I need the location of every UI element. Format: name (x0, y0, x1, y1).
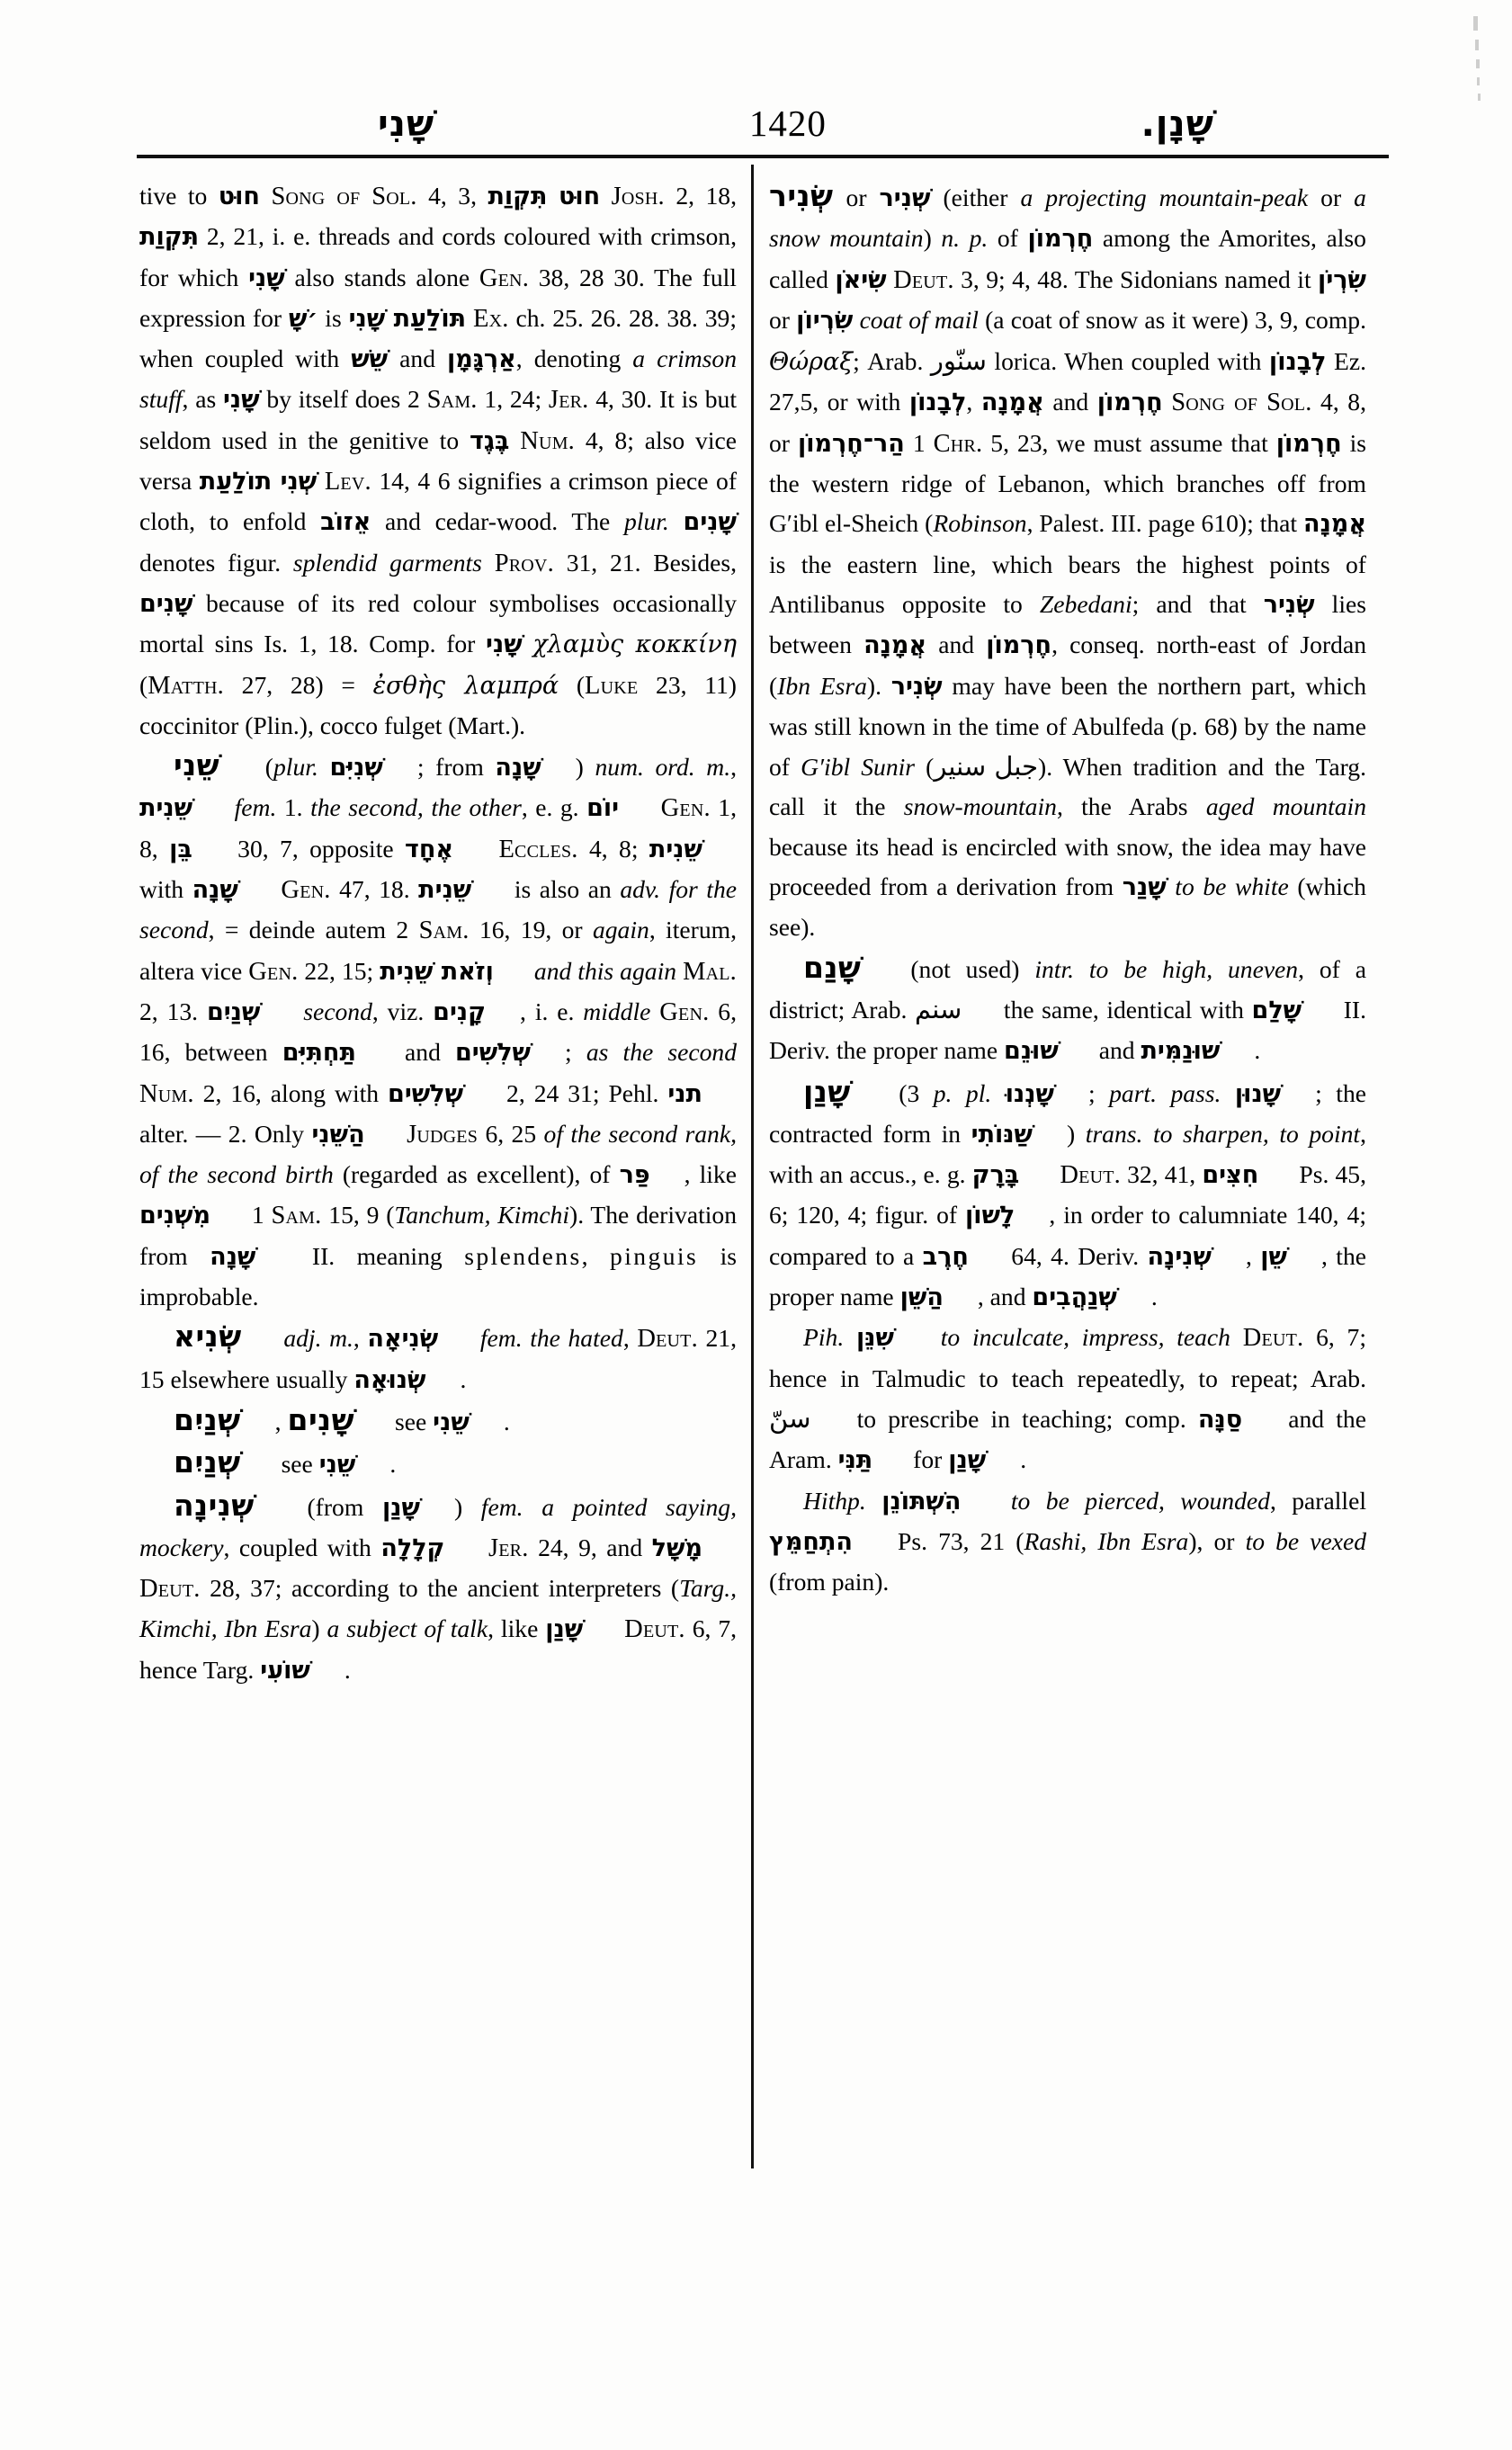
entry-shanan-hithpael: Hithp. הִשְׁתּוֹנֵן to be pierced, wounded, parallel הִתְחַמֵּץ Ps. 73, 21 (Rashi, Ibn Esra), or to be vexed (from pain). (769, 1481, 1366, 1603)
arabic-word: سنّ (769, 1402, 811, 1434)
hebrew-word: תִּקְוַת (488, 183, 548, 210)
arabic-word: جبل سنير (934, 751, 1039, 782)
hebrew-word: תּוֹלַעַת שָׁנִי (348, 304, 467, 333)
page-number: 1420 (748, 103, 827, 144)
hebrew-word: שֵׁנִית (418, 876, 472, 905)
hebrew-word: חֶרְמוֹן (1027, 225, 1094, 254)
hebrew-word: מִשְׁנִים (139, 1202, 210, 1230)
hebrew-word: בָּרָק (971, 1161, 1020, 1190)
entry-sheni-numeral: שֵׁנִי (plur. שְׁנִיִּם ; from שָׁנָה ) num. ord. m., שֵׁנִית fem. 1. the second, the other, e. g. יוֹם Gen. 1, 8, בֵּן 30, 7, opposite אֶחָד Eccles. 4, 8; שֵׁנִית with שָׁנָה Gen. 47, 18. שֵׁנִית is also an adv. for the second, = deinde autem 2 Sam. 16, 19, or again, iterum, altera vice Gen. 22, 15; וְזֹאת שֵׁנִית and this again Mal. 2, 13. שְׁנַיִם second, viz. קָנִים , i. e. middle Gen. 6, 16, between תַּחְתִּיִּם and שְׁלִשִׁים ; as the second Num. 2, 16, along with שְׁלִשִׁים 2, 24 31; Pehl. תני alter. — 2. Only הַשֵּׁנִי Judges 6, 25 of the second rank, of the second birth (regarded as excellent), of פַּר , like מִשְׁנִים 1 Sam. 15, 9 (Tanchum, Kimchi). The derivation from שָׁנָה II. meaning splendens, pinguis is improbable. (139, 747, 738, 1311)
hebrew-word: שָׁנָה (495, 754, 541, 782)
hebrew-word: קְלָלָה (380, 1533, 445, 1562)
hebrew-word: שְׁנִינָה (1147, 1242, 1212, 1271)
hebrew-word: תַּחְתִּיִּם (282, 1039, 356, 1068)
entry-shenina: שְׁנִינָה (from שָׁנַן ) fem. a pointed saying, mockery, coupled with קְלָלָה Jer. 24, 9, and מָשָׁל Deut. 28, 37; according to the ancient interpreters (Targ., Kimchi, Ibn Esra) a subject of talk, like שָׁנַן Deut. 6, 7, hence Targ. שׁוֹעִי . (139, 1486, 737, 1691)
hebrew-word: שְׂנִיאָה (367, 1325, 439, 1354)
hebrew-word: הַשֵּׁן (899, 1283, 944, 1312)
hebrew-word: יוֹם (586, 794, 620, 823)
hebrew-word: שׁוּנַמִּית (1141, 1037, 1221, 1066)
entry-shenayim-see-2: שְׁנַיִם see שֵׁנִי . (139, 1443, 737, 1485)
hebrew-word: תַּנִּי (837, 1446, 873, 1475)
hebrew-word: קָנִים (433, 997, 487, 1026)
hebrew-word: חוּט (558, 183, 601, 210)
arabic-word: سنّور (930, 345, 987, 377)
hebrew-word: חֶרְמוֹן (986, 631, 1052, 660)
entry-lemma: שְׁנַיִם (174, 1401, 241, 1437)
running-head (135, 79, 1394, 145)
hebrew-word: שֵׁשׁ (351, 345, 389, 374)
hebrew-word: אֵזוֹב (320, 508, 371, 537)
greek-word: ἐσθὴς λαμπρά (372, 671, 559, 700)
hebrew-word: שִׂיאֹן (835, 265, 887, 294)
running-head-left-lemma: שָׁנִי (378, 103, 435, 145)
right-column (769, 176, 1366, 1602)
hebrew-word: שָׁנָה (210, 1242, 256, 1271)
hebrew-word: שְׁנִיר (879, 184, 931, 212)
hebrew-word: אֲמָנָה (1303, 510, 1366, 539)
hebrew-word: הַר־חֶרְמוֹן (797, 429, 905, 458)
entry-lemma: שְׂנִיר (769, 178, 834, 213)
hebrew-word: שָׁנַן (545, 1615, 584, 1644)
hebrew-word: חֶרֶב (922, 1242, 969, 1271)
entry-senir: שְׂנִיר or שְׁנִיר (either a projecting mountain-peak or a snow mountain) n. p. of חֶרְמוֹן among the Amorites, also called שִׂיאֹן Deut. 3, 9; 4, 48. The Sidonians named it שִׂרְיֹן or שִׂרְיוֹן coat of mail (a coat of snow as it were) 3, 9, comp. Θώραξ; Arab. سنّور lorica. When coupled with לְבָנוֹן Ez. 27,5, or with לְבָנוֹן, אֲמָנָה and חֶרְמוֹן Song of Sol. 4, 8, or הַר־חֶרְמוֹן 1 Chr. 5, 23, we must assume that חֶרְמוֹן is the western ridge of Lebanon, which branches off from G′ibl el-Sheich (Robinson, Palest. III. page 610); that אֲמָנָה is the eastern line, which bears the highest points of Antilibanus opposite to Zebedani; and that שְׂנִיר lies between אֲמָנָה and חֶרְמוֹן, conseq. north-east of Jordan (Ibn Esra). שְׂנִיר may have been the northern part, which was still known in the time of Abulfeda (p. 68) by the name of G′ibl Sunir (جبل سنير). When tradition and the Targ. call it the snow-mountain, the Arabs aged mountain because its head is encircled with snow, the idea may have proceeded from a derivation from שָׁנַר to be white (which see). (769, 178, 1367, 942)
scan-artifact (1478, 94, 1481, 101)
hebrew-word: הַשֵּׁנִי (311, 1120, 365, 1149)
hebrew-word: פַּר (619, 1161, 650, 1190)
left-column (139, 176, 737, 1691)
hebrew-word: שִׂרְיֹן (1318, 265, 1366, 294)
hebrew-word: אֲמָנָה (980, 389, 1044, 417)
entry-shanam: שָׁנַם (not used) intr. to be high, uneven, of a district; Arab. سنم the same, identical with שָׁלַם II. Deriv. the proper name שׁוּנֵם and שׁוּנַמִּית . (769, 948, 1366, 1072)
hebrew-word: שֵׁנִי (318, 1451, 356, 1480)
entry-lemma: שֵׁנִי (174, 747, 220, 783)
hebrew-word: תִּקְוַת (139, 223, 200, 252)
hebrew-word: חִצִּים (1202, 1161, 1259, 1190)
entry-shenayim-see-1: שְׁנַיִם , שָׁנִים see שֵׁנִי . (139, 1400, 737, 1443)
entry-lemma: שְׂנִיא (174, 1319, 242, 1355)
hebrew-word: שֵׁנִית (139, 794, 193, 823)
hebrew-word: שָׁנִים (139, 589, 193, 618)
hebrew-word: שִׁנֵּן (855, 1324, 894, 1353)
hebrew-word: סַנָּה (1197, 1405, 1243, 1434)
hebrew-word: שְׁלִשִׁים (388, 1079, 464, 1108)
hebrew-word: חוּט (218, 183, 260, 210)
hebrew-word: שְׁלִשִׁים (455, 1039, 532, 1068)
hebrew-word: שַׁנּוֹתִי (971, 1120, 1033, 1149)
hebrew-word: הִשְׁתּוֹנֵן (881, 1487, 962, 1516)
hebrew-word: שָׁנַן (948, 1446, 987, 1475)
hebrew-word: אַרְגָּמָן (447, 345, 516, 374)
hebrew-word: שְׁנִי תוֹלַעַת (199, 468, 318, 496)
hebrew-word: שָׁנִי (486, 630, 523, 659)
hebrew-word: שָׁנוּן (1234, 1079, 1282, 1108)
hebrew-word: בֶּגֶד (469, 426, 510, 455)
hebrew-word: הִתְחַמֵּץ (769, 1527, 853, 1556)
hebrew-word: שָׁלַם (1251, 996, 1302, 1024)
hebrew-word: שְׂנוּאָה (353, 1365, 426, 1394)
hebrew-word: שָׁנְנוּ (1005, 1079, 1054, 1108)
stem-label: Hithp. (803, 1486, 866, 1515)
hebrew-word: שְׂנִיר (1263, 590, 1315, 619)
entry-lemma: שָׁנַן (803, 1073, 851, 1109)
hebrew-word: שִׂרְיוֹן (796, 306, 854, 335)
hebrew-word: לְבָנוֹן (908, 389, 967, 417)
hebrew-word: וְזֹאת שֵׁנִית (380, 957, 494, 986)
hebrew-word: שֵׁנִית (649, 835, 702, 863)
hebrew-word: שְׁנַהֲבִים (1032, 1283, 1117, 1312)
hebrew-word: בֵּן (169, 835, 192, 863)
hebrew-word: לְבָנוֹן (1268, 348, 1327, 377)
hebrew-word: מָשָׁל (651, 1533, 703, 1562)
entry-shani-continued: tive to חוּט Song of Sol. 4, 3, תִּקְוַת חוּט Josh. 2, 18, תִּקְוַת 2, 21, i. e. threads and cords coloured with crimson, for which שָׁנִי also stands alone Gen. 38, 28 30. The full expression for ׳שָׁ is תּוֹלַעַת שָׁנִי Ex. ch. 25. 26. 28. 38. 39; when coupled with שֵׁשׁ and אַרְגָּמָן, denoting a crimson stuff, as שָׁנִי by itself does 2 Sam. 1, 24; Jer. 4, 30. It is but seldom used in the genitive to בֶּגֶד Num. 4, 8; also vice versa שְׁנִי תוֹלַעַת Lev. 14, 4 6 signifies a crimson piece of cloth, to enfold אֵזוֹב and cedar-wood. The plur. שָׁנִים denotes figur. splendid garments Prov. 31, 21. Besides, שָׁנִים because of its red colour symbolises occasionally mortal sins Is. 1, 18. Comp. for שָׁנִי χλαμὺς κοκκίνη (Matth. 27, 28) = ἐσθὴς λαμπρά (Luke 23, 11) coccinitor (Plin.), cocco fulget (Mart.). (139, 176, 737, 746)
header-rule (137, 155, 1389, 158)
entry-lemma: שָׁנַם (803, 949, 862, 985)
scan-artifact (1473, 16, 1478, 31)
hebrew-word: שָׁנִי (248, 264, 285, 292)
hebrew-word: חֶרְמוֹן (1275, 429, 1342, 458)
scan-artifact (1476, 59, 1480, 68)
hebrew-word: אֲמָנָה (863, 631, 927, 660)
entry-shanan: שָׁנַן (3 p. pl. שָׁנְנוּ ; part. pass. שָׁנוּן ; the contracted form in שַׁנּוֹתִי ) trans. to sharpen, to point, with an accus., e. g. בָּרָק Deut. 32, 41, חִצִּים Ps. 45, 6; 120, 4; figur. of לָשׁוֹן , in order to calumniate 140, 4; compared to a חֶרֶב 64, 4. Deriv. שְׁנִינָה , שֵׁן , the proper name הַשֵּׁן , and שְׁנַהֲבִים . (769, 1072, 1366, 1319)
arabic-word: سنم (914, 993, 962, 1024)
stem-label: Pih. (803, 1323, 845, 1352)
hebrew-word: שְׁנִיִּם (329, 754, 383, 782)
entry-lemma: שְׁנִינָה (174, 1487, 255, 1523)
scan-artifact (1475, 40, 1479, 50)
entry-shanan-piel: Pih. שִׁנֵּן to inculcate, impress, teach Deut. 6, 7; hence in Talmudic to teach repeatedly, to repeat; Arab. سنّ to prescribe in teaching; comp. סַנָּה and the Aram. תַּנִּי for שָׁנַן . (769, 1318, 1366, 1480)
greek-word: Θώραξ (769, 348, 854, 377)
running-head-right-lemma: שָׁנָן. (1141, 103, 1214, 145)
hebrew-word: שׁוֹעִי (260, 1656, 310, 1685)
entry-lemma: שְׁנַיִם (174, 1444, 241, 1480)
column-divider (751, 165, 754, 2168)
hebrew-word: ׳שָׁ (288, 304, 318, 333)
entry-lemma-alt: שָׁנִים (287, 1401, 355, 1437)
hebrew-word: שׁוּנֵם (1004, 1037, 1059, 1066)
hebrew-word: שְׁנַיִם (206, 997, 261, 1026)
hebrew-word: אֶחָד (404, 835, 454, 863)
hebrew-word: שָׁנָה (192, 876, 238, 905)
hebrew-word: שֵׁן (1260, 1242, 1288, 1271)
entry-senia: שְׂנִיא adj. m., שְׂנִיאָה fem. the hated, Deut. 21, 15 elsewhere usually שְׂנוּאָה . (139, 1317, 737, 1400)
greek-word: χλαμὺς κοκκίνη (532, 630, 738, 659)
hebrew-word: שָׁנִי (222, 386, 260, 415)
hebrew-word: חֶרְמוֹן (1096, 389, 1163, 417)
hebrew-word: לָשׁוֹן (965, 1202, 1015, 1230)
hebrew-word: תני (667, 1079, 702, 1108)
hebrew-word: שָׁנִים (683, 508, 737, 537)
hebrew-word: שָׁנַן (381, 1493, 420, 1522)
scan-artifact (1477, 77, 1480, 85)
hebrew-word: שָׁנַר (1122, 873, 1167, 902)
hebrew-word: שֵׁנִי (433, 1408, 470, 1436)
hebrew-word: שְׂנִיר (890, 672, 943, 701)
